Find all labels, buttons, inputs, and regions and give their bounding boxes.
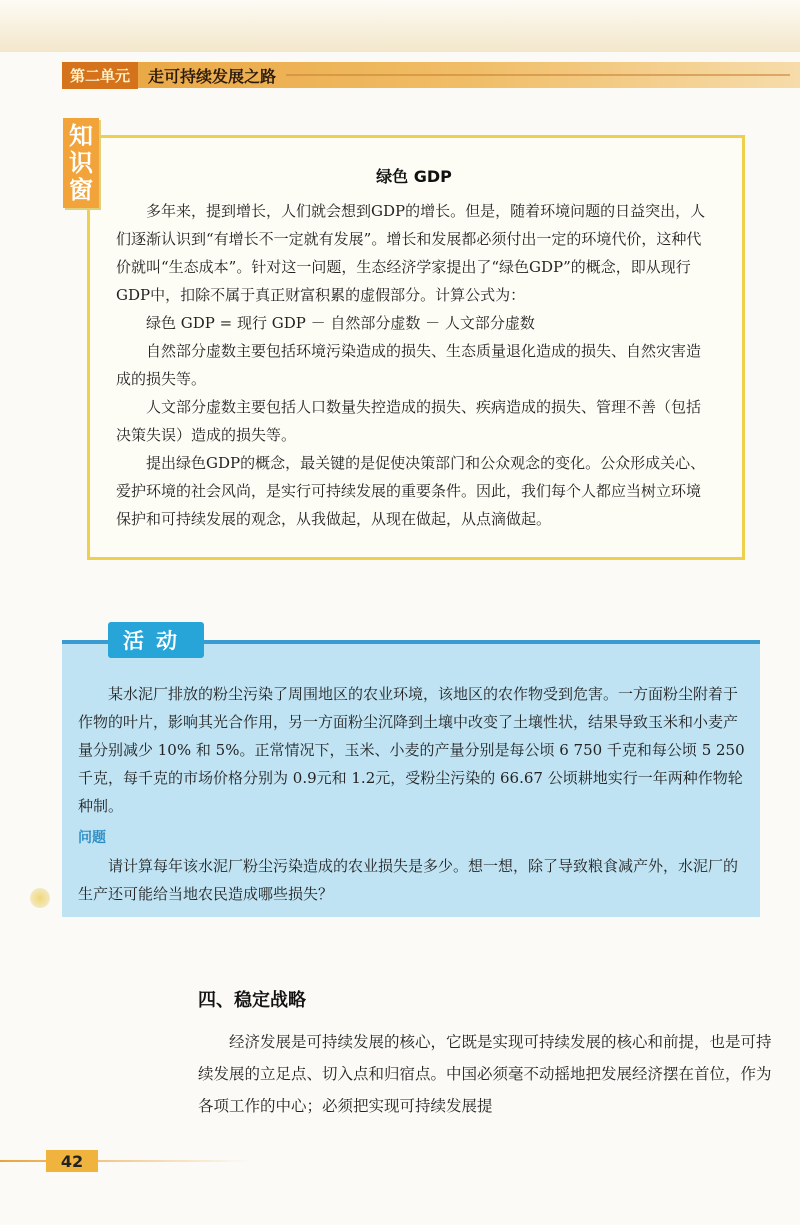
footer-rule — [0, 1160, 250, 1162]
section-heading: 四、稳定战略 — [198, 990, 306, 1011]
question-label: 问题 — [78, 830, 106, 846]
knowledge-window-box — [87, 135, 745, 560]
page-footer — [0, 1140, 250, 1170]
knowledge-window-tag — [63, 118, 99, 208]
knowledge-paragraph: 多年来，提到增长，人们就会想到GDP的增长。但是，随着环境问题的日益突出，人们逐渐认识到“有增长不一定就有发展”。增长和发展都必须付出一定的环境代价，这种代价就叫“生态成本”。针对这一问题，生态经济学家提出了“绿色GDP”的概念，即从现行GDP中，扣除不属于真正财富积累的虚假部分。计算公式为： — [116, 202, 706, 304]
activity-body — [78, 680, 748, 908]
page-top-strip — [0, 0, 800, 52]
unit-label: 第二单元 — [62, 62, 138, 89]
tag-char: 窗 — [69, 175, 93, 204]
knowledge-paragraph: 自然部分虚数主要包括环境污染造成的损失、生态质量退化造成的损失、自然灾害造成的损失等。 — [116, 342, 702, 388]
unit-header — [62, 62, 800, 88]
unit-title: 走可持续发展之路 — [148, 66, 277, 86]
page-number: 42 — [46, 1150, 98, 1172]
green-gdp-formula: 绿色 GDP = 现行 GDP － 自然部分虚数 － 人文部分虚数 — [146, 314, 535, 332]
section-stability-strategy — [198, 986, 778, 1122]
knowledge-paragraph: 提出绿色GDP的概念，最关键的是促使决策部门和公众观念的变化。公众形成关心、爱护环境的社会风尚，是实行可持续发展的重要条件。因此，我们每个人都应当树立环境保护和可持续发展的观念，从我做起，从现在做起，从点滴做起。 — [116, 454, 706, 528]
tag-char: 知 — [69, 121, 93, 150]
knowledge-title: 绿色 GDP — [376, 167, 452, 186]
activity-text: 某水泥厂排放的粉尘污染了周围地区的农业环境，该地区的农作物受到危害。一方面粉尘附着于作物的叶片，影响其光合作用，另一方面粉尘沉降到土壤中改变了土壤性状，结果导致玉米和小麦产量分别减少 10% 和 5%。正常情况下，玉米、小麦的产量分别是每公顷 6 750 千克和每公顷 5 250 千克，每千克的市场价格分别为 0.9元和 1.2元，受粉尘污染的 66.67 公顷耕地实行一年两种作物轮种制。 — [78, 685, 745, 815]
page-stain — [30, 888, 50, 908]
activity-box — [62, 640, 760, 917]
tag-char: 识 — [69, 148, 93, 177]
knowledge-paragraph: 人文部分虚数主要包括人口数量失控造成的损失、疾病造成的损失、管理不善（包括决策失误）造成的损失等。 — [116, 398, 702, 444]
activity-tag: 活动 — [108, 622, 204, 658]
question-text: 请计算每年该水泥厂粉尘污染造成的农业损失是多少。想一想，除了导致粮食减产外，水泥厂的生产还可能给当地农民造成哪些损失？ — [78, 857, 739, 903]
header-rule — [286, 74, 790, 76]
section-text: 经济发展是可持续发展的核心，它既是实现可持续发展的核心和前提，也是可持续发展的立足点、切入点和归宿点。中国必须毫不动摇地把发展经济摆在首位，作为各项工作的中心；必须把实现可持续发展提 — [198, 1033, 772, 1115]
